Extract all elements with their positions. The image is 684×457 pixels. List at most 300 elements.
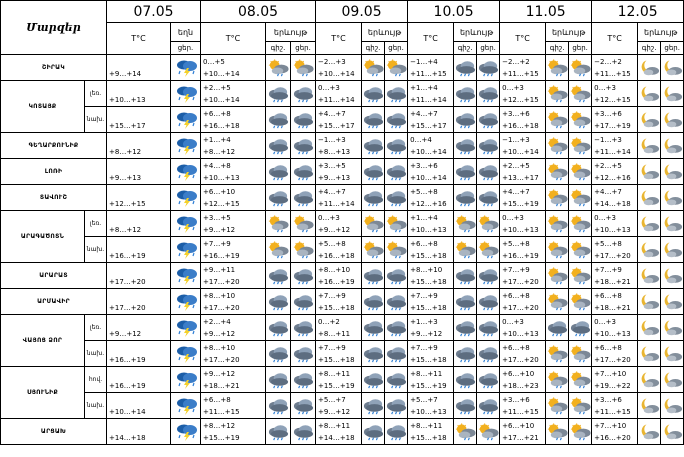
day-cloud-icon xyxy=(385,159,408,185)
temperature-cell xyxy=(408,393,454,419)
night-cloud-icon xyxy=(362,289,385,315)
temperature-cell xyxy=(316,211,362,237)
night-subheader: գիշ. xyxy=(266,42,291,55)
day-cloud-icon xyxy=(291,315,316,341)
day-cloud-icon xyxy=(385,341,408,367)
weather-header: երևույթ xyxy=(638,23,684,42)
day-temp: +10…+13 xyxy=(203,173,240,182)
day-temp: +9…+13 xyxy=(109,173,142,182)
temperature-cell xyxy=(408,55,454,81)
thunder-icon xyxy=(171,419,201,445)
night-cloud-icon xyxy=(266,133,291,159)
night-sun-cloud-icon xyxy=(546,341,569,367)
night-temp: +7…+9 xyxy=(502,265,530,274)
night-moon-icon xyxy=(638,289,661,315)
date-header: 11.05 xyxy=(500,1,592,23)
day-sun-cloud-icon xyxy=(477,237,500,263)
night-sun-cloud-icon xyxy=(454,419,477,445)
day-sun-cloud-icon xyxy=(569,55,592,81)
day-moon-icon xyxy=(661,185,684,211)
night-sun-cloud-icon xyxy=(546,237,569,263)
day-cloud-icon xyxy=(385,81,408,107)
temperature-cell xyxy=(408,367,454,393)
night-cloud-icon xyxy=(362,393,385,419)
temperature-cell xyxy=(201,367,266,393)
day-temp: +9…+12 xyxy=(203,329,236,338)
region-name: ԱՐՄԱՎԻՐ xyxy=(1,289,107,315)
day-temp: +8…+12 xyxy=(109,225,142,234)
night-temp: +7…+9 xyxy=(594,265,622,274)
temperature-cell xyxy=(500,211,546,237)
night-temp: −2…+2 xyxy=(594,57,622,66)
night-temp: 0…+3 xyxy=(594,83,616,92)
temperature-cell xyxy=(592,133,638,159)
day-temp: +15…+19 xyxy=(318,381,355,390)
day-moon-icon xyxy=(661,289,684,315)
night-moon-icon xyxy=(638,159,661,185)
night-temp: +4…+7 xyxy=(502,187,530,196)
region-name: ՇԻՐԱԿ xyxy=(1,55,107,81)
night-cloud-icon xyxy=(266,185,291,211)
subregion-label: լեռ. xyxy=(85,81,107,107)
thunder-icon xyxy=(171,107,201,133)
night-cloud-icon xyxy=(362,133,385,159)
day-temp: +15…+19 xyxy=(502,199,539,208)
temperature-cell xyxy=(500,159,546,185)
day-temp: +14…+18 xyxy=(109,433,146,442)
night-temp xyxy=(109,108,170,120)
night-temp: +1…+3 xyxy=(410,317,438,326)
day-temp: +8…+12 xyxy=(109,147,142,156)
day-temp: +9…+14 xyxy=(109,69,142,78)
subregion-label: նախ. xyxy=(85,237,107,263)
temperature-cell xyxy=(201,133,266,159)
weather-header: երևույթ xyxy=(362,23,408,42)
thunder-icon xyxy=(171,341,201,367)
night-moon-icon xyxy=(638,315,661,341)
day-temp: +9…+12 xyxy=(410,329,443,338)
table-row xyxy=(1,107,684,133)
temperature-cell xyxy=(201,289,266,315)
day-temp: +8…+12 xyxy=(203,147,236,156)
temperature-cell xyxy=(408,263,454,289)
temperature-cell xyxy=(592,263,638,289)
day-temp: +16…+18 xyxy=(318,251,355,260)
day-subheader: ցեր. xyxy=(661,42,684,55)
day-temp: +18…+21 xyxy=(594,303,631,312)
temperature-cell xyxy=(201,185,266,211)
day-cloud-icon xyxy=(385,133,408,159)
day-sun-cloud-icon xyxy=(569,263,592,289)
night-cloud-icon xyxy=(266,419,291,445)
night-temp: +6…+8 xyxy=(203,109,231,118)
day-cloud-icon xyxy=(477,185,500,211)
night-temp xyxy=(109,238,170,250)
night-temp: +6…+10 xyxy=(502,421,535,430)
day-cloud-icon xyxy=(291,419,316,445)
night-temp xyxy=(109,368,170,380)
day-temp: +16…+19 xyxy=(109,355,146,364)
subregion-label: նախ. xyxy=(85,107,107,133)
day-temp: +10…+13 xyxy=(502,329,539,338)
day-temp: +15…+19 xyxy=(410,381,447,390)
region-name: ԱՐԱՐԱՏ xyxy=(1,263,107,289)
night-temp xyxy=(109,290,170,302)
weather-header: երևույթ xyxy=(266,23,316,42)
day-cloud-icon xyxy=(291,341,316,367)
region-name: ՏԱՎՈՒՇ xyxy=(1,185,107,211)
day-temp: +9…+12 xyxy=(109,329,142,338)
day-temp: +10…+14 xyxy=(502,147,539,156)
day-temp: +15…+18 xyxy=(410,277,447,286)
temperature-cell xyxy=(592,341,638,367)
night-temp: +2…+5 xyxy=(203,83,231,92)
night-subheader: գիշ. xyxy=(638,42,661,55)
temperature-cell xyxy=(107,81,171,107)
day-cloud-icon xyxy=(385,107,408,133)
weather-header: եղն xyxy=(171,23,201,42)
temperature-cell xyxy=(592,107,638,133)
subregion-label: հով. xyxy=(85,367,107,393)
day-temp: +12…+15 xyxy=(109,199,146,208)
temperature-cell xyxy=(408,211,454,237)
temperature-cell xyxy=(316,159,362,185)
temperature-cell xyxy=(592,419,638,445)
temperature-cell xyxy=(316,367,362,393)
table-row xyxy=(1,159,684,185)
table-row xyxy=(1,133,684,159)
night-cloud-icon xyxy=(362,263,385,289)
night-sun-cloud-icon xyxy=(266,55,291,81)
temp-header: T°C xyxy=(316,23,362,55)
day-temp: +17…+20 xyxy=(203,303,240,312)
day-temp: +14…+18 xyxy=(594,199,631,208)
table-row xyxy=(1,55,684,81)
temperature-cell xyxy=(201,263,266,289)
temperature-cell xyxy=(408,81,454,107)
day-temp: +17…+20 xyxy=(502,355,539,364)
night-temp: 0…+3 xyxy=(594,317,616,326)
day-sun-cloud-icon xyxy=(569,419,592,445)
places-header: Մարզեր xyxy=(1,1,107,55)
day-cloud-icon xyxy=(291,367,316,393)
day-cloud-icon xyxy=(291,159,316,185)
night-temp: 0…+3 xyxy=(318,213,340,222)
day-temp: +15…+18 xyxy=(318,303,355,312)
night-cloud-icon xyxy=(454,289,477,315)
day-cloud-icon xyxy=(477,341,500,367)
night-moon-icon xyxy=(638,133,661,159)
day-temp: +18…+21 xyxy=(594,277,631,286)
night-temp: +5…+8 xyxy=(410,187,438,196)
temperature-cell xyxy=(500,55,546,81)
region-name: ԱՐՑԱԽ xyxy=(1,419,107,445)
temperature-cell xyxy=(201,393,266,419)
day-temp: +14…+18 xyxy=(318,433,355,442)
night-temp: 0…+3 xyxy=(502,317,524,326)
day-cloud-icon xyxy=(477,159,500,185)
night-temp: +1…+4 xyxy=(410,83,438,92)
day-cloud-icon xyxy=(477,367,500,393)
night-temp: +6…+8 xyxy=(410,239,438,248)
temperature-cell xyxy=(316,107,362,133)
table-row xyxy=(1,263,684,289)
thunder-icon xyxy=(171,237,201,263)
temperature-cell xyxy=(107,289,171,315)
day-temp: +10…+13 xyxy=(594,329,631,338)
night-cloud-icon xyxy=(362,315,385,341)
day-temp: +15…+19 xyxy=(203,433,240,442)
day-moon-icon xyxy=(661,55,684,81)
night-cloud-icon xyxy=(454,393,477,419)
temperature-cell xyxy=(316,81,362,107)
night-sun-cloud-icon xyxy=(546,107,569,133)
day-cloud-icon xyxy=(291,133,316,159)
night-cloud-icon xyxy=(362,419,385,445)
day-temp: +17…+20 xyxy=(203,277,240,286)
temperature-cell xyxy=(408,341,454,367)
night-sun-cloud-icon xyxy=(362,55,385,81)
day-temp: +9…+12 xyxy=(318,225,351,234)
day-cloud-icon xyxy=(477,133,500,159)
day-temp: +17…+20 xyxy=(109,303,146,312)
temperature-cell xyxy=(500,341,546,367)
night-temp: +5…+8 xyxy=(502,239,530,248)
day-temp: +10…+13 xyxy=(410,407,447,416)
night-temp: +4…+7 xyxy=(410,109,438,118)
day-subheader: ցեր. xyxy=(385,42,408,55)
night-cloud-icon xyxy=(266,393,291,419)
night-cloud-icon xyxy=(362,107,385,133)
day-temp: +15…+18 xyxy=(318,355,355,364)
night-temp: +8…+10 xyxy=(410,265,443,274)
night-cloud-icon xyxy=(454,341,477,367)
night-cloud-icon xyxy=(454,263,477,289)
day-temp: +17…+21 xyxy=(502,433,539,442)
day-temp: +11…+15 xyxy=(594,69,631,78)
night-cloud-icon xyxy=(362,367,385,393)
temperature-cell xyxy=(316,263,362,289)
day-temp: +17…+20 xyxy=(594,355,631,364)
temperature-cell xyxy=(500,237,546,263)
day-subheader: ցեր. xyxy=(171,42,201,55)
temperature-cell xyxy=(107,393,171,419)
night-cloud-icon xyxy=(546,315,569,341)
night-temp: +5…+7 xyxy=(410,395,438,404)
day-temp: +10…+14 xyxy=(410,147,447,156)
night-temp: −2…+2 xyxy=(502,57,530,66)
table-row xyxy=(1,211,684,237)
region-name: ՎԱՅՈՑ ՁՈՐ xyxy=(1,315,85,367)
night-sun-cloud-icon xyxy=(362,237,385,263)
day-temp: +17…+19 xyxy=(594,121,631,130)
day-temp: +10…+14 xyxy=(203,69,240,78)
weather-header: երևույթ xyxy=(454,23,500,42)
temperature-cell xyxy=(408,107,454,133)
day-cloud-icon xyxy=(385,393,408,419)
temperature-cell xyxy=(316,237,362,263)
day-temp: +11…+15 xyxy=(502,407,539,416)
night-cloud-icon xyxy=(454,107,477,133)
thunder-icon xyxy=(171,367,201,393)
temperature-cell xyxy=(316,289,362,315)
day-temp: +11…+15 xyxy=(410,69,447,78)
night-cloud-icon xyxy=(266,341,291,367)
night-temp: +9…+12 xyxy=(203,369,236,378)
day-subheader: ցեր. xyxy=(569,42,592,55)
day-temp: +11…+15 xyxy=(203,407,240,416)
night-sun-cloud-icon xyxy=(546,393,569,419)
day-moon-icon xyxy=(661,419,684,445)
night-cloud-icon xyxy=(266,81,291,107)
night-cloud-icon xyxy=(454,315,477,341)
night-cloud-icon xyxy=(454,185,477,211)
day-moon-icon xyxy=(661,393,684,419)
night-cloud-icon xyxy=(266,315,291,341)
night-temp xyxy=(109,56,170,68)
day-cloud-icon xyxy=(477,81,500,107)
night-temp: 0…+2 xyxy=(318,317,340,326)
temperature-cell xyxy=(408,237,454,263)
temperature-cell xyxy=(408,289,454,315)
temperature-cell xyxy=(201,237,266,263)
day-temp: +12…+16 xyxy=(594,173,631,182)
night-sun-cloud-icon xyxy=(266,237,291,263)
day-temp: +13…+17 xyxy=(502,173,539,182)
night-temp: +6…+8 xyxy=(502,343,530,352)
table-row xyxy=(1,367,684,393)
temperature-cell xyxy=(201,315,266,341)
day-subheader: ցեր. xyxy=(477,42,500,55)
night-temp: +7…+10 xyxy=(594,369,627,378)
night-temp xyxy=(109,342,170,354)
day-cloud-icon xyxy=(477,263,500,289)
date-header: 07.05 xyxy=(107,1,201,23)
night-temp: 0…+3 xyxy=(594,213,616,222)
night-temp: +6…+8 xyxy=(502,291,530,300)
night-temp: +6…+10 xyxy=(502,369,535,378)
temperature-cell xyxy=(107,237,171,263)
temperature-cell xyxy=(500,263,546,289)
day-moon-icon xyxy=(661,211,684,237)
temperature-cell xyxy=(408,159,454,185)
day-temp: +10…+13 xyxy=(410,225,447,234)
night-temp: +8…+10 xyxy=(203,343,236,352)
day-cloud-icon xyxy=(385,367,408,393)
night-temp: +8…+11 xyxy=(410,421,443,430)
temperature-cell xyxy=(316,393,362,419)
temperature-cell xyxy=(408,185,454,211)
night-subheader: գիշ. xyxy=(362,42,385,55)
day-cloud-icon xyxy=(477,107,500,133)
subregion-label: լեռ. xyxy=(85,211,107,237)
night-sun-cloud-icon xyxy=(546,367,569,393)
night-temp: +7…+10 xyxy=(594,421,627,430)
night-temp: +8…+11 xyxy=(318,421,351,430)
night-sun-cloud-icon xyxy=(546,263,569,289)
day-temp: +11…+14 xyxy=(410,95,447,104)
night-cloud-icon xyxy=(362,341,385,367)
night-temp: +3…+6 xyxy=(594,109,622,118)
table-row xyxy=(1,419,684,445)
night-temp: +3…+6 xyxy=(502,109,530,118)
night-sun-cloud-icon xyxy=(546,55,569,81)
night-temp: +6…+8 xyxy=(594,343,622,352)
night-sun-cloud-icon xyxy=(546,133,569,159)
night-temp: −1…+3 xyxy=(318,135,346,144)
night-sun-cloud-icon xyxy=(454,211,477,237)
day-temp: +16…+19 xyxy=(203,251,240,260)
temperature-cell xyxy=(316,133,362,159)
temperature-cell xyxy=(316,315,362,341)
night-temp: +7…+9 xyxy=(410,343,438,352)
night-temp xyxy=(109,82,170,94)
night-temp xyxy=(109,394,170,406)
temperature-cell xyxy=(201,211,266,237)
night-temp: 0…+3 xyxy=(318,83,340,92)
day-sun-cloud-icon xyxy=(477,211,500,237)
day-temp: +16…+20 xyxy=(594,433,631,442)
day-temp: +15…+17 xyxy=(410,121,447,130)
subregion-label: նախ. xyxy=(85,393,107,419)
region-name: ԳԵՂԱՐՔՈՒՆԻՔ xyxy=(1,133,107,159)
temperature-cell xyxy=(592,289,638,315)
temperature-cell xyxy=(316,419,362,445)
region-name: ՍՅՈՒՆԻՔ xyxy=(1,367,85,419)
day-moon-icon xyxy=(661,237,684,263)
weather-header: երևույթ xyxy=(546,23,592,42)
temperature-cell xyxy=(408,133,454,159)
thunder-icon xyxy=(171,133,201,159)
night-sun-cloud-icon xyxy=(266,211,291,237)
table-row xyxy=(1,315,684,341)
day-sun-cloud-icon xyxy=(477,419,500,445)
date-header: 09.05 xyxy=(316,1,408,23)
night-temp: +3…+6 xyxy=(410,161,438,170)
temperature-cell xyxy=(316,55,362,81)
temperature-cell xyxy=(107,263,171,289)
night-temp: +3…+5 xyxy=(318,161,346,170)
temperature-cell xyxy=(107,55,171,81)
date-header: 08.05 xyxy=(201,1,316,23)
night-temp: +7…+9 xyxy=(318,343,346,352)
day-temp: +18…+23 xyxy=(502,381,539,390)
night-temp: +7…+9 xyxy=(410,291,438,300)
night-temp xyxy=(109,264,170,276)
thunder-icon xyxy=(171,159,201,185)
table-row xyxy=(1,185,684,211)
temperature-cell xyxy=(201,419,266,445)
temp-header: T°C xyxy=(592,23,638,55)
day-temp: +11…+14 xyxy=(594,147,631,156)
night-temp: +8…+11 xyxy=(410,369,443,378)
night-moon-icon xyxy=(638,81,661,107)
day-moon-icon xyxy=(661,367,684,393)
night-moon-icon xyxy=(638,341,661,367)
temperature-cell xyxy=(201,341,266,367)
temperature-cell xyxy=(408,315,454,341)
night-temp: +8…+11 xyxy=(318,369,351,378)
temperature-cell xyxy=(408,419,454,445)
temp-header: T°C xyxy=(107,23,171,55)
day-temp: +17…+20 xyxy=(502,277,539,286)
temp-header: T°C xyxy=(201,23,266,55)
day-temp: +16…+19 xyxy=(318,277,355,286)
day-temp: +16…+19 xyxy=(109,381,146,390)
day-temp: +12…+15 xyxy=(203,199,240,208)
night-cloud-icon xyxy=(266,289,291,315)
day-temp: +12…+16 xyxy=(410,199,447,208)
